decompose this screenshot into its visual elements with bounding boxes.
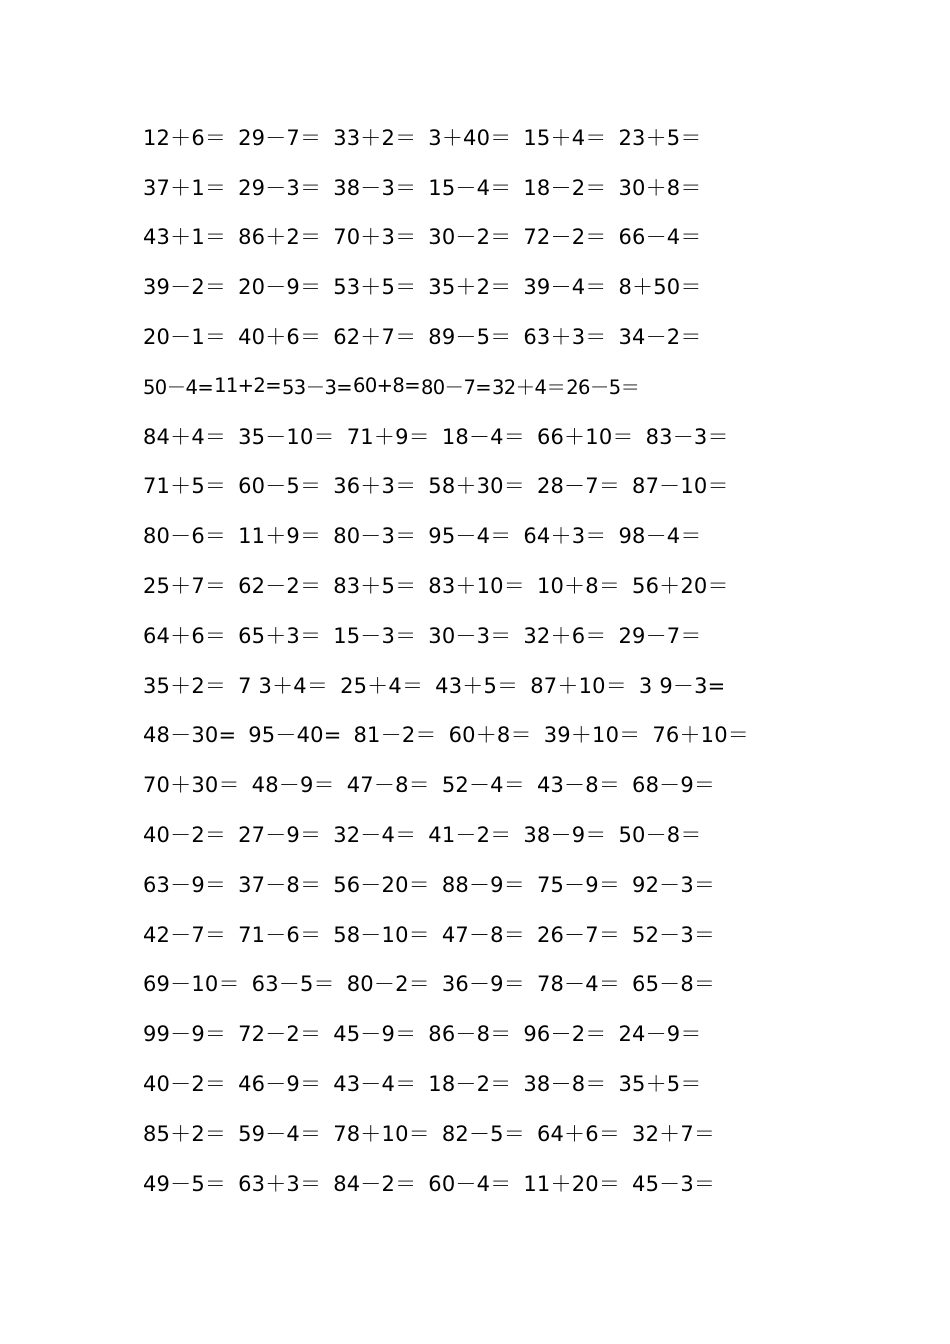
math-problem: 63＋3＝: [523, 325, 607, 350]
math-problem: 43－8＝: [536, 773, 621, 798]
math-problem: 78＋10＝: [333, 1121, 430, 1146]
math-problem: 11＋9＝: [238, 524, 322, 549]
math-problem: 65＋3＝: [238, 623, 322, 648]
arithmetic-worksheet: [143, 112, 843, 1208]
math-problem: 70＋30＝: [143, 773, 240, 798]
math-problem: 15－3＝: [333, 623, 417, 648]
math-problem: 43－4＝: [333, 1072, 417, 1097]
problem-row: [143, 1108, 843, 1158]
math-problem: 87－10＝: [632, 474, 729, 499]
math-problem: 18－4＝: [441, 424, 525, 449]
problem-row: [143, 1058, 843, 1108]
math-problem: 71＋5＝: [143, 474, 227, 499]
math-problem: 32＋4＝: [492, 375, 566, 399]
math-problem: 83＋10＝: [428, 574, 525, 599]
math-problem: 80－2＝: [346, 972, 430, 997]
math-problem: 50－4=: [143, 375, 214, 399]
math-problem: 36＋3＝: [333, 474, 417, 499]
math-problem: 62－2＝: [238, 574, 322, 599]
math-problem: 30＋8＝: [618, 175, 702, 200]
problem-row: [143, 261, 843, 311]
math-problem: 48－30=: [143, 723, 237, 748]
math-problem: 99－9＝: [143, 1022, 227, 1047]
math-problem: 25＋7＝: [143, 574, 227, 599]
math-problem: 15－4＝: [428, 175, 512, 200]
problem-row: [143, 1008, 843, 1058]
math-problem: 11+2=: [214, 374, 281, 398]
problem-row: [143, 162, 843, 212]
math-problem: 32＋6＝: [523, 623, 607, 648]
math-problem: 66－4＝: [618, 225, 702, 250]
problem-row: [143, 112, 843, 162]
math-problem: 95－40=: [248, 723, 342, 748]
math-problem: 38－8＝: [523, 1072, 607, 1097]
problem-row: [143, 461, 843, 511]
problem-row: [143, 610, 843, 660]
math-problem: 64＋3＝: [523, 524, 607, 549]
math-problem: 52－4＝: [441, 773, 525, 798]
math-problem: 40－2＝: [143, 1072, 227, 1097]
math-problem: 28－7＝: [536, 474, 621, 499]
problem-row: [143, 859, 843, 909]
math-problem: 43＋5＝: [435, 673, 519, 698]
math-problem: 63－9＝: [143, 872, 227, 897]
math-problem: 76＋10＝: [652, 723, 749, 748]
math-problem: 39－4＝: [523, 275, 607, 300]
math-problem: 7 3＋4＝: [238, 673, 329, 698]
math-problem: 26－7＝: [536, 922, 621, 947]
math-problem: 38－9＝: [523, 823, 607, 848]
problem-row: [143, 710, 843, 760]
math-problem: 70＋3＝: [333, 225, 417, 250]
math-problem: 37＋1＝: [143, 175, 227, 200]
math-problem: 43＋1＝: [143, 225, 227, 250]
math-problem: 98－4＝: [618, 524, 702, 549]
math-problem: 35－10＝: [238, 424, 335, 449]
math-problem: 18－2＝: [523, 175, 607, 200]
math-problem: 26－5＝: [566, 375, 640, 399]
problem-row: [143, 411, 843, 461]
math-problem: 60－4＝: [428, 1171, 512, 1196]
math-problem: 58＋30＝: [428, 474, 525, 499]
math-problem: 24－9＝: [618, 1022, 702, 1047]
math-problem: 50－8＝: [618, 823, 702, 848]
math-problem: 18－2＝: [428, 1072, 512, 1097]
math-problem: 23＋5＝: [618, 125, 702, 150]
math-problem: 42－7＝: [143, 922, 227, 947]
math-problem: 95－4＝: [428, 524, 512, 549]
math-problem: 35＋5＝: [618, 1072, 702, 1097]
math-problem: 63－5＝: [251, 972, 335, 997]
math-problem: 86－8＝: [428, 1022, 512, 1047]
math-problem: 65－8＝: [632, 972, 716, 997]
math-problem: 68－9＝: [632, 773, 716, 798]
math-problem: 52－3＝: [632, 922, 716, 947]
problem-row: [143, 361, 843, 411]
problem-row: [143, 212, 843, 262]
problem-row: [143, 510, 843, 560]
math-problem: 83－3＝: [645, 424, 729, 449]
problem-row: [143, 809, 843, 859]
math-problem: 72－2＝: [523, 225, 607, 250]
problem-row: [143, 1158, 843, 1208]
math-problem: 3 9－3=: [638, 673, 726, 698]
math-problem: 45－3＝: [632, 1171, 716, 1196]
math-problem: 85＋2＝: [143, 1121, 227, 1146]
math-problem: 48－9＝: [251, 773, 335, 798]
math-problem: 60＋8＝: [448, 723, 532, 748]
math-problem: 60+8=: [353, 374, 420, 398]
math-problem: 35＋2＝: [428, 275, 512, 300]
math-problem: 41－2＝: [428, 823, 512, 848]
math-problem: 47－8＝: [346, 773, 430, 798]
math-problem: 82－5＝: [441, 1121, 525, 1146]
math-problem: 62＋7＝: [333, 325, 417, 350]
math-problem: 40＋6＝: [238, 325, 322, 350]
math-problem: 84＋4＝: [143, 424, 227, 449]
math-problem: 29－7＝: [618, 623, 702, 648]
math-problem: 27－9＝: [238, 823, 322, 848]
math-problem: 72－2＝: [238, 1022, 322, 1047]
math-problem: 32＋7＝: [632, 1121, 716, 1146]
math-problem: 49－5＝: [143, 1171, 227, 1196]
math-problem: 89－5＝: [428, 325, 512, 350]
math-problem: 11＋20＝: [523, 1171, 621, 1196]
math-problem: 58－10＝: [333, 922, 430, 947]
math-problem: 92－3＝: [632, 872, 716, 897]
math-problem: 36－9＝: [441, 972, 525, 997]
problem-row: [143, 959, 843, 1009]
math-problem: 80－7=: [420, 375, 491, 399]
math-problem: 56－20＝: [333, 872, 430, 897]
math-problem: 60－5＝: [238, 474, 322, 499]
math-problem: 71＋9＝: [346, 424, 430, 449]
math-problem: 38－3＝: [333, 175, 417, 200]
math-problem: 47－8＝: [441, 922, 525, 947]
problem-row: [143, 909, 843, 959]
math-problem: 46－9＝: [238, 1072, 322, 1097]
math-problem: 45－9＝: [333, 1022, 417, 1047]
math-problem: 3＋40＝: [428, 125, 512, 150]
math-problem: 33＋2＝: [333, 125, 417, 150]
math-problem: 59－4＝: [238, 1121, 322, 1146]
math-problem: 88－9＝: [441, 872, 525, 897]
math-problem: 35＋2＝: [143, 673, 227, 698]
math-problem: 39－2＝: [143, 275, 227, 300]
math-problem: 78－4＝: [536, 972, 621, 997]
problem-row: [143, 311, 843, 361]
math-problem: 32－4＝: [333, 823, 417, 848]
math-problem: 34－2＝: [618, 325, 702, 350]
math-problem: 75－9＝: [536, 872, 621, 897]
math-problem: 86＋2＝: [238, 225, 322, 250]
math-problem: 96－2＝: [523, 1022, 607, 1047]
math-problem: 64＋6＝: [143, 623, 227, 648]
problem-row: [143, 660, 843, 710]
math-problem: 20－9＝: [238, 275, 322, 300]
math-problem: 71－6＝: [238, 922, 322, 947]
math-problem: 37－8＝: [238, 872, 322, 897]
math-problem: 53＋5＝: [333, 275, 417, 300]
math-problem: 29－3＝: [238, 175, 322, 200]
math-problem: 25＋4＝: [340, 673, 424, 698]
math-problem: 56＋20＝: [632, 574, 729, 599]
math-problem: 63＋3＝: [238, 1171, 322, 1196]
math-problem: 83＋5＝: [333, 574, 417, 599]
math-problem: 12＋6＝: [143, 125, 227, 150]
math-problem: 66＋10＝: [536, 424, 634, 449]
math-problem: 87＋10＝: [530, 673, 627, 698]
math-problem: 39＋10＝: [543, 723, 641, 748]
math-problem: 64＋6＝: [536, 1121, 621, 1146]
problem-row: [143, 560, 843, 610]
math-problem: 30－2＝: [428, 225, 512, 250]
math-problem: 53－3=: [281, 375, 353, 399]
math-problem: 81－2＝: [353, 723, 437, 748]
math-problem: 29－7＝: [238, 125, 322, 150]
problem-row: [143, 759, 843, 809]
math-problem: 80－6＝: [143, 524, 227, 549]
math-problem: 15＋4＝: [523, 125, 607, 150]
math-problem: 80－3＝: [333, 524, 417, 549]
math-problem: 8＋50＝: [618, 275, 702, 300]
math-problem: 10＋8＝: [536, 574, 621, 599]
math-problem: 40－2＝: [143, 823, 227, 848]
math-problem: 84－2＝: [333, 1171, 417, 1196]
math-problem: 20－1＝: [143, 325, 227, 350]
math-problem: 69－10＝: [143, 972, 240, 997]
math-problem: 30－3＝: [428, 623, 512, 648]
